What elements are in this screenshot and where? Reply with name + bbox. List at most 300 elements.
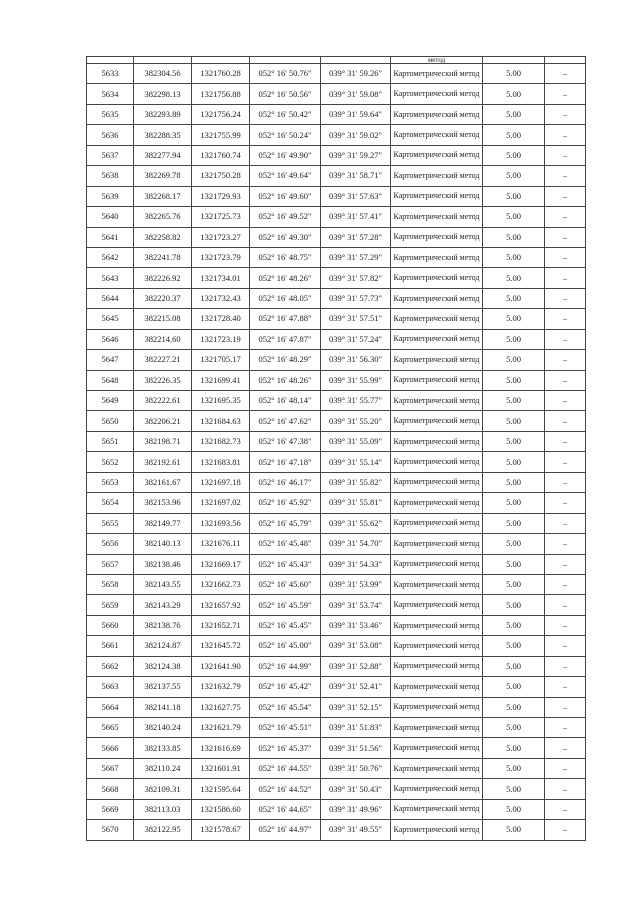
longitude-cell: 039° 31' 50.76" — [321, 758, 391, 778]
table-row — [87, 779, 586, 799]
point-number-cell: 5666 — [87, 738, 134, 758]
x-coordinate-cell: 382149.77 — [134, 513, 192, 533]
x-coordinate-cell: 382138.46 — [134, 554, 192, 574]
table-row — [87, 452, 586, 472]
method-cell: Картометрический метод — [391, 227, 483, 247]
latitude-cell: 052° 16' 47.18" — [250, 452, 321, 472]
header-cell — [321, 57, 391, 64]
latitude-cell: 052° 16' 45.00" — [250, 636, 321, 656]
note-cell: – — [545, 718, 586, 738]
point-number-cell: 5658 — [87, 574, 134, 594]
latitude-cell: 052° 16' 45.43" — [250, 554, 321, 574]
longitude-cell: 039° 31' 59.27" — [321, 145, 391, 165]
accuracy-cell: 5.00 — [483, 329, 545, 349]
accuracy-cell: 5.00 — [483, 513, 545, 533]
x-coordinate-cell: 382143.55 — [134, 574, 192, 594]
point-number-cell: 5661 — [87, 636, 134, 656]
accuracy-cell: 5.00 — [483, 145, 545, 165]
point-number-cell: 5657 — [87, 554, 134, 574]
table-row — [87, 84, 586, 104]
method-cell: Картометрический метод — [391, 677, 483, 697]
latitude-cell: 052° 16' 45.92" — [250, 493, 321, 513]
table-row — [87, 472, 586, 492]
y-coordinate-cell: 1321632.79 — [192, 677, 250, 697]
longitude-cell: 039° 31' 57.51" — [321, 309, 391, 329]
x-coordinate-cell: 382137.55 — [134, 677, 192, 697]
longitude-cell: 039° 31' 53.74" — [321, 595, 391, 615]
note-cell: – — [545, 595, 586, 615]
longitude-cell: 039° 31' 55.14" — [321, 452, 391, 472]
note-cell: – — [545, 493, 586, 513]
accuracy-cell: 5.00 — [483, 84, 545, 104]
latitude-cell: 052° 16' 47.38" — [250, 431, 321, 451]
y-coordinate-cell: 1321756.24 — [192, 104, 250, 124]
latitude-cell: 052° 16' 49.52" — [250, 207, 321, 227]
accuracy-cell: 5.00 — [483, 758, 545, 778]
y-coordinate-cell: 1321652.71 — [192, 615, 250, 635]
x-coordinate-cell: 382227.21 — [134, 350, 192, 370]
longitude-cell: 039° 31' 55.09" — [321, 431, 391, 451]
latitude-cell: 052° 16' 44.65" — [250, 799, 321, 819]
longitude-cell: 039° 31' 57.82" — [321, 268, 391, 288]
y-coordinate-cell: 1321662.73 — [192, 574, 250, 594]
table-row — [87, 391, 586, 411]
y-coordinate-cell: 1321578.67 — [192, 820, 250, 840]
point-number-cell: 5669 — [87, 799, 134, 819]
latitude-cell: 052° 16' 49.90" — [250, 145, 321, 165]
longitude-cell: 039° 31' 50.43" — [321, 779, 391, 799]
x-coordinate-cell: 382140.13 — [134, 534, 192, 554]
point-number-cell: 5656 — [87, 534, 134, 554]
accuracy-cell: 5.00 — [483, 493, 545, 513]
note-cell: – — [545, 145, 586, 165]
table-row — [87, 288, 586, 308]
y-coordinate-cell: 1321756.88 — [192, 84, 250, 104]
y-coordinate-cell: 1321725.73 — [192, 207, 250, 227]
longitude-cell: 039° 31' 59.64" — [321, 104, 391, 124]
method-cell: Картометрический метод — [391, 125, 483, 145]
accuracy-cell: 5.00 — [483, 799, 545, 819]
point-number-cell: 5650 — [87, 411, 134, 431]
note-cell: – — [545, 636, 586, 656]
table-row — [87, 431, 586, 451]
note-cell: – — [545, 513, 586, 533]
table-row — [87, 636, 586, 656]
point-number-cell: 5640 — [87, 207, 134, 227]
longitude-cell: 039° 31' 55.77" — [321, 391, 391, 411]
accuracy-cell: 5.00 — [483, 166, 545, 186]
header-cell — [192, 57, 250, 64]
method-cell: Картометрический метод — [391, 574, 483, 594]
point-number-cell: 5638 — [87, 166, 134, 186]
point-number-cell: 5639 — [87, 186, 134, 206]
note-cell: – — [545, 350, 586, 370]
point-number-cell: 5670 — [87, 820, 134, 840]
x-coordinate-cell: 382192.61 — [134, 452, 192, 472]
longitude-cell: 039° 31' 57.29" — [321, 247, 391, 267]
y-coordinate-cell: 1321657.92 — [192, 595, 250, 615]
latitude-cell: 052° 16' 48.26" — [250, 268, 321, 288]
coordinate-table — [86, 56, 586, 841]
y-coordinate-cell: 1321760.74 — [192, 145, 250, 165]
table-row — [87, 738, 586, 758]
latitude-cell: 052° 16' 49.64" — [250, 166, 321, 186]
x-coordinate-cell: 382288.35 — [134, 125, 192, 145]
longitude-cell: 039° 31' 57.73" — [321, 288, 391, 308]
x-coordinate-cell: 382214.60 — [134, 329, 192, 349]
longitude-cell: 039° 31' 54.33" — [321, 554, 391, 574]
y-coordinate-cell: 1321621.79 — [192, 718, 250, 738]
y-coordinate-cell: 1321723.27 — [192, 227, 250, 247]
point-number-cell: 5665 — [87, 718, 134, 738]
point-number-cell: 5651 — [87, 431, 134, 451]
x-coordinate-cell: 382298.13 — [134, 84, 192, 104]
table-row — [87, 574, 586, 594]
method-cell: Картометрический метод — [391, 145, 483, 165]
table-row — [87, 186, 586, 206]
y-coordinate-cell: 1321595.64 — [192, 779, 250, 799]
note-cell: – — [545, 431, 586, 451]
table-row — [87, 350, 586, 370]
accuracy-cell: 5.00 — [483, 820, 545, 840]
table-row — [87, 370, 586, 390]
y-coordinate-cell: 1321683.81 — [192, 452, 250, 472]
y-coordinate-cell: 1321682.73 — [192, 431, 250, 451]
latitude-cell: 052° 16' 48.75" — [250, 247, 321, 267]
y-coordinate-cell: 1321755.99 — [192, 125, 250, 145]
point-number-cell: 5634 — [87, 84, 134, 104]
accuracy-cell: 5.00 — [483, 615, 545, 635]
note-cell: – — [545, 391, 586, 411]
accuracy-cell: 5.00 — [483, 452, 545, 472]
method-cell: Картометрический метод — [391, 493, 483, 513]
header-cell — [250, 57, 321, 64]
note-cell: – — [545, 758, 586, 778]
x-coordinate-cell: 382141.18 — [134, 697, 192, 717]
table-row — [87, 104, 586, 124]
table-row — [87, 534, 586, 554]
method-cell: Картометрический метод — [391, 799, 483, 819]
accuracy-cell: 5.00 — [483, 677, 545, 697]
coordinate-table-body — [87, 57, 586, 841]
x-coordinate-cell: 382304.56 — [134, 64, 192, 84]
note-cell: – — [545, 268, 586, 288]
table-row — [87, 207, 586, 227]
x-coordinate-cell: 382143.29 — [134, 595, 192, 615]
method-cell: Картометрический метод — [391, 718, 483, 738]
longitude-cell: 039° 31' 55.81" — [321, 493, 391, 513]
table-row — [87, 145, 586, 165]
method-cell: Картометрический метод — [391, 207, 483, 227]
longitude-cell: 039° 31' 55.62" — [321, 513, 391, 533]
point-number-cell: 5647 — [87, 350, 134, 370]
note-cell: – — [545, 574, 586, 594]
method-cell: Картометрический метод — [391, 779, 483, 799]
y-coordinate-cell: 1321732.43 — [192, 288, 250, 308]
note-cell: – — [545, 84, 586, 104]
accuracy-cell: 5.00 — [483, 534, 545, 554]
longitude-cell: 039° 31' 53.08" — [321, 636, 391, 656]
point-number-cell: 5659 — [87, 595, 134, 615]
latitude-cell: 052° 16' 49.60" — [250, 186, 321, 206]
longitude-cell: 039° 31' 54.70" — [321, 534, 391, 554]
x-coordinate-cell: 382124.38 — [134, 656, 192, 676]
table-row — [87, 656, 586, 676]
longitude-cell: 039° 31' 49.96" — [321, 799, 391, 819]
method-cell: Картометрический метод — [391, 166, 483, 186]
longitude-cell: 039° 31' 59.08" — [321, 84, 391, 104]
note-cell: – — [545, 411, 586, 431]
method-cell: Картометрический метод — [391, 554, 483, 574]
accuracy-cell: 5.00 — [483, 636, 545, 656]
point-number-cell: 5664 — [87, 697, 134, 717]
y-coordinate-cell: 1321760.28 — [192, 64, 250, 84]
accuracy-cell: 5.00 — [483, 472, 545, 492]
point-number-cell: 5648 — [87, 370, 134, 390]
longitude-cell: 039° 31' 57.63" — [321, 186, 391, 206]
note-cell: – — [545, 64, 586, 84]
latitude-cell: 052° 16' 47.88" — [250, 309, 321, 329]
x-coordinate-cell: 382140.24 — [134, 718, 192, 738]
accuracy-cell: 5.00 — [483, 247, 545, 267]
latitude-cell: 052° 16' 45.79" — [250, 513, 321, 533]
accuracy-cell: 5.00 — [483, 125, 545, 145]
latitude-cell: 052° 16' 48.05" — [250, 288, 321, 308]
table-row — [87, 697, 586, 717]
method-cell: Картометрический метод — [391, 350, 483, 370]
method-cell: Картометрический метод — [391, 309, 483, 329]
table-row — [87, 595, 586, 615]
longitude-cell: 039° 31' 52.88" — [321, 656, 391, 676]
longitude-cell: 039° 31' 55.99" — [321, 370, 391, 390]
note-cell: – — [545, 452, 586, 472]
y-coordinate-cell: 1321695.35 — [192, 391, 250, 411]
x-coordinate-cell: 382110.24 — [134, 758, 192, 778]
note-cell: – — [545, 329, 586, 349]
longitude-cell: 039° 31' 57.41" — [321, 207, 391, 227]
note-cell: – — [545, 186, 586, 206]
method-cell: Картометрический метод — [391, 247, 483, 267]
accuracy-cell: 5.00 — [483, 309, 545, 329]
note-cell: – — [545, 799, 586, 819]
header-cell — [483, 57, 545, 64]
longitude-cell: 039° 31' 55.20" — [321, 411, 391, 431]
method-cell: Картометрический метод — [391, 534, 483, 554]
accuracy-cell: 5.00 — [483, 370, 545, 390]
accuracy-cell: 5.00 — [483, 288, 545, 308]
y-coordinate-cell: 1321699.41 — [192, 370, 250, 390]
y-coordinate-cell: 1321641.90 — [192, 656, 250, 676]
note-cell: – — [545, 820, 586, 840]
x-coordinate-cell: 382206.21 — [134, 411, 192, 431]
x-coordinate-cell: 382113.03 — [134, 799, 192, 819]
x-coordinate-cell: 382161.67 — [134, 472, 192, 492]
latitude-cell: 052° 16' 45.37" — [250, 738, 321, 758]
table-row — [87, 166, 586, 186]
latitude-cell: 052° 16' 47.87" — [250, 329, 321, 349]
x-coordinate-cell: 382138.76 — [134, 615, 192, 635]
table-row — [87, 820, 586, 840]
longitude-cell: 039° 31' 58.71" — [321, 166, 391, 186]
longitude-cell: 039° 31' 52.15" — [321, 697, 391, 717]
accuracy-cell: 5.00 — [483, 411, 545, 431]
y-coordinate-cell: 1321616.69 — [192, 738, 250, 758]
x-coordinate-cell: 382277.94 — [134, 145, 192, 165]
point-number-cell: 5646 — [87, 329, 134, 349]
accuracy-cell: 5.00 — [483, 574, 545, 594]
table-row — [87, 125, 586, 145]
header-cell — [87, 57, 134, 64]
table-row — [87, 718, 586, 738]
latitude-cell: 052° 16' 47.62" — [250, 411, 321, 431]
latitude-cell: 052° 16' 48.14" — [250, 391, 321, 411]
latitude-cell: 052° 16' 49.30" — [250, 227, 321, 247]
accuracy-cell: 5.00 — [483, 104, 545, 124]
accuracy-cell: 5.00 — [483, 350, 545, 370]
table-row — [87, 493, 586, 513]
point-number-cell: 5660 — [87, 615, 134, 635]
method-cell: Картометрический метод — [391, 452, 483, 472]
latitude-cell: 052° 16' 45.45" — [250, 615, 321, 635]
y-coordinate-cell: 1321645.72 — [192, 636, 250, 656]
accuracy-cell: 5.00 — [483, 779, 545, 799]
x-coordinate-cell: 382153.96 — [134, 493, 192, 513]
y-coordinate-cell: 1321705.17 — [192, 350, 250, 370]
method-cell: Картометрический метод — [391, 84, 483, 104]
method-cell: Картометрический метод — [391, 411, 483, 431]
header-cell — [134, 57, 192, 64]
y-coordinate-cell: 1321676.11 — [192, 534, 250, 554]
longitude-cell: 039° 31' 59.02" — [321, 125, 391, 145]
x-coordinate-cell: 382293.89 — [134, 104, 192, 124]
accuracy-cell: 5.00 — [483, 186, 545, 206]
table-row — [87, 799, 586, 819]
y-coordinate-cell: 1321750.28 — [192, 166, 250, 186]
x-coordinate-cell: 382198.71 — [134, 431, 192, 451]
point-number-cell: 5667 — [87, 758, 134, 778]
table-row — [87, 615, 586, 635]
note-cell: – — [545, 554, 586, 574]
accuracy-cell: 5.00 — [483, 227, 545, 247]
coordinate-table-page — [86, 56, 586, 841]
latitude-cell: 052° 16' 45.54" — [250, 697, 321, 717]
table-row — [87, 227, 586, 247]
accuracy-cell: 5.00 — [483, 268, 545, 288]
latitude-cell: 052° 16' 45.59" — [250, 595, 321, 615]
note-cell: – — [545, 247, 586, 267]
point-number-cell: 5645 — [87, 309, 134, 329]
table-header-row — [87, 57, 586, 64]
x-coordinate-cell: 382226.35 — [134, 370, 192, 390]
method-cell: Картометрический метод — [391, 758, 483, 778]
method-cell: Картометрический метод — [391, 615, 483, 635]
table-row — [87, 513, 586, 533]
table-row — [87, 64, 586, 84]
latitude-cell: 052° 16' 44.55" — [250, 758, 321, 778]
longitude-cell: 039° 31' 59.26" — [321, 64, 391, 84]
header-cell-method: метод — [391, 57, 483, 64]
point-number-cell: 5662 — [87, 656, 134, 676]
table-row — [87, 309, 586, 329]
x-coordinate-cell: 382122.95 — [134, 820, 192, 840]
y-coordinate-cell: 1321601.91 — [192, 758, 250, 778]
accuracy-cell: 5.00 — [483, 554, 545, 574]
point-number-cell: 5654 — [87, 493, 134, 513]
longitude-cell: 039° 31' 49.55" — [321, 820, 391, 840]
note-cell: – — [545, 472, 586, 492]
x-coordinate-cell: 382124.87 — [134, 636, 192, 656]
note-cell: – — [545, 779, 586, 799]
note-cell: – — [545, 677, 586, 697]
point-number-cell: 5668 — [87, 779, 134, 799]
method-cell: Картометрический метод — [391, 288, 483, 308]
method-cell: Картометрический метод — [391, 104, 483, 124]
latitude-cell: 052° 16' 44.97" — [250, 820, 321, 840]
accuracy-cell: 5.00 — [483, 656, 545, 676]
latitude-cell: 052° 16' 45.48" — [250, 534, 321, 554]
accuracy-cell: 5.00 — [483, 391, 545, 411]
longitude-cell: 039° 31' 57.28" — [321, 227, 391, 247]
method-cell: Картометрический метод — [391, 656, 483, 676]
note-cell: – — [545, 207, 586, 227]
y-coordinate-cell: 1321723.19 — [192, 329, 250, 349]
method-cell: Картометрический метод — [391, 820, 483, 840]
latitude-cell: 052° 16' 45.60" — [250, 574, 321, 594]
note-cell: – — [545, 697, 586, 717]
table-row — [87, 329, 586, 349]
x-coordinate-cell: 382241.78 — [134, 247, 192, 267]
x-coordinate-cell: 382268.17 — [134, 186, 192, 206]
longitude-cell: 039° 31' 51.56" — [321, 738, 391, 758]
y-coordinate-cell: 1321728.40 — [192, 309, 250, 329]
accuracy-cell: 5.00 — [483, 64, 545, 84]
latitude-cell: 052° 16' 50.24" — [250, 125, 321, 145]
latitude-cell: 052° 16' 46.17" — [250, 472, 321, 492]
point-number-cell: 5644 — [87, 288, 134, 308]
method-cell: Картометрический метод — [391, 329, 483, 349]
table-row — [87, 758, 586, 778]
point-number-cell: 5635 — [87, 104, 134, 124]
x-coordinate-cell: 382220.37 — [134, 288, 192, 308]
header-cell — [545, 57, 586, 64]
x-coordinate-cell: 382226.92 — [134, 268, 192, 288]
longitude-cell: 039° 31' 53.46" — [321, 615, 391, 635]
y-coordinate-cell: 1321734.01 — [192, 268, 250, 288]
note-cell: – — [545, 370, 586, 390]
x-coordinate-cell: 382215.08 — [134, 309, 192, 329]
y-coordinate-cell: 1321586.60 — [192, 799, 250, 819]
latitude-cell: 052° 16' 45.42" — [250, 677, 321, 697]
method-cell: Картометрический метод — [391, 513, 483, 533]
x-coordinate-cell: 382133.85 — [134, 738, 192, 758]
longitude-cell: 039° 31' 57.24" — [321, 329, 391, 349]
longitude-cell: 039° 31' 55.82" — [321, 472, 391, 492]
note-cell: – — [545, 288, 586, 308]
method-cell: Картометрический метод — [391, 268, 483, 288]
point-number-cell: 5653 — [87, 472, 134, 492]
y-coordinate-cell: 1321684.63 — [192, 411, 250, 431]
note-cell: – — [545, 534, 586, 554]
point-number-cell: 5655 — [87, 513, 134, 533]
method-cell: Картометрический метод — [391, 370, 483, 390]
x-coordinate-cell: 382269.78 — [134, 166, 192, 186]
latitude-cell: 052° 16' 50.42" — [250, 104, 321, 124]
note-cell: – — [545, 104, 586, 124]
table-row — [87, 554, 586, 574]
note-cell: – — [545, 615, 586, 635]
x-coordinate-cell: 382265.76 — [134, 207, 192, 227]
x-coordinate-cell: 382258.82 — [134, 227, 192, 247]
